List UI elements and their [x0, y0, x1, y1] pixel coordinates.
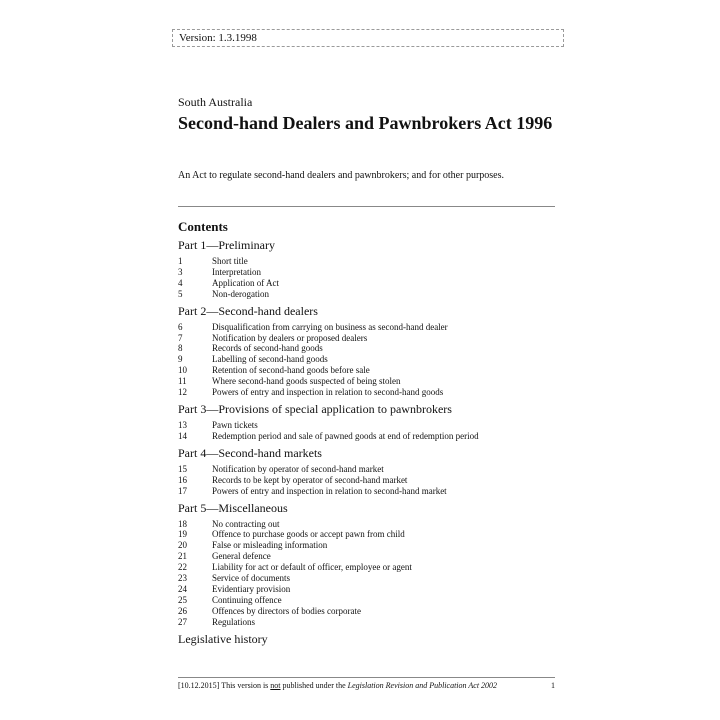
section-item[interactable]: [178, 365, 555, 376]
section-item[interactable]: [178, 464, 555, 475]
legislative-history-link[interactable]: Legislative history: [178, 631, 268, 646]
section-title: Continuing offence: [212, 594, 282, 605]
section-title: Labelling of second-hand goods: [212, 354, 328, 365]
section-number: 9: [178, 354, 183, 365]
section-title: False or misleading information: [212, 540, 328, 551]
section-item[interactable]: [178, 420, 555, 431]
long-title: An Act to regulate second-hand dealers and pawnbrokers; and for other purposes.: [178, 170, 505, 181]
section-number: 16: [178, 474, 187, 485]
section-title: Retention of second-hand goods before sale: [212, 365, 370, 376]
footer-divider: [178, 677, 555, 678]
section-title: Where second-hand goods suspected of being stolen: [212, 376, 401, 387]
section-title: Short title: [212, 256, 248, 266]
part-heading[interactable]: Part 4—Second-hand markets: [178, 445, 322, 460]
section-item[interactable]: [178, 595, 555, 606]
footer-act-name: Legislation Revision and Publication Act 2002: [347, 681, 498, 690]
section-item[interactable]: [178, 606, 555, 617]
section-title: Powers of entry and inspection in relation to second-hand market: [212, 485, 447, 496]
section-item[interactable]: [178, 475, 555, 486]
section-item[interactable]: [178, 322, 555, 333]
section-item[interactable]: [178, 540, 555, 551]
section-item[interactable]: [178, 529, 555, 540]
section-item[interactable]: [178, 278, 555, 289]
contents-heading: Contents: [178, 219, 228, 234]
section-number: 27: [178, 616, 187, 627]
section-item[interactable]: [178, 431, 555, 442]
section-number: 19: [178, 529, 187, 540]
section-list: [178, 322, 555, 398]
section-item[interactable]: [178, 387, 555, 398]
section-number: 4: [178, 277, 183, 288]
footer-date: [10.12.2015]: [178, 681, 220, 690]
section-item[interactable]: [178, 289, 555, 300]
section-number: 25: [178, 594, 187, 605]
section-number: 14: [178, 430, 187, 441]
section-title: Liability for act or default of officer, employee or agent: [212, 562, 412, 573]
section-title: No contracting out: [212, 518, 280, 529]
version-label: Version: 1.3.1998: [179, 32, 257, 44]
section-title: General defence: [212, 551, 271, 562]
part-heading[interactable]: Part 2—Second-hand dealers: [178, 303, 318, 318]
section-number: 12: [178, 387, 187, 398]
section-item[interactable]: [178, 551, 555, 562]
section-number: 3: [178, 266, 183, 277]
section-title: Regulations: [212, 616, 255, 627]
section-list: [178, 519, 555, 628]
section-title: Notification by operator of second-hand market: [212, 463, 384, 474]
section-number: 5: [178, 288, 183, 299]
footer-underlined: not: [270, 681, 281, 690]
section-list: [178, 256, 555, 300]
part-heading[interactable]: Part 3—Provisions of special application to pawnbrokers: [178, 401, 452, 416]
section-list: [178, 464, 555, 497]
section-item[interactable]: [178, 573, 555, 584]
section-item[interactable]: [178, 256, 555, 267]
section-title: Redemption period and sale of pawned goods at end of redemption period: [212, 430, 479, 441]
section-title: Disqualification from carrying on business as second-hand dealer: [212, 321, 448, 332]
section-item[interactable]: [178, 267, 555, 278]
footer-notice: [178, 681, 497, 690]
section-number: 10: [178, 365, 187, 376]
section-list: [178, 420, 555, 442]
section-item[interactable]: [178, 333, 555, 344]
table-of-contents: [178, 237, 555, 647]
section-item[interactable]: [178, 376, 555, 387]
version-box: [172, 29, 564, 47]
section-title: Evidentiary provision: [212, 583, 291, 594]
section-item[interactable]: [178, 519, 555, 530]
section-number: 22: [178, 562, 187, 573]
section-number: 6: [178, 321, 183, 332]
section-number: 23: [178, 573, 187, 584]
section-title: Interpretation: [212, 266, 261, 277]
section-number: 24: [178, 583, 187, 594]
section-title: Application of Act: [212, 277, 279, 288]
section-title: Pawn tickets: [212, 419, 258, 430]
section-number: 17: [178, 485, 187, 496]
section-item[interactable]: [178, 343, 555, 354]
part-heading[interactable]: Part 5—Miscellaneous: [178, 500, 288, 515]
section-number: 7: [178, 332, 183, 343]
section-title: Records of second-hand goods: [212, 343, 323, 354]
section-title: Service of documents: [212, 573, 290, 584]
page-footer: [178, 681, 555, 690]
act-title: Second-hand Dealers and Pawnbrokers Act 1996: [178, 113, 553, 133]
section-number: 20: [178, 540, 187, 551]
section-title: Offence to purchase goods or accept pawn from child: [212, 529, 405, 540]
part-heading[interactable]: Part 1—Preliminary: [178, 238, 275, 252]
footer-text-after: published under the: [280, 681, 348, 690]
section-number: 15: [178, 463, 187, 474]
section-number: 1: [178, 256, 183, 266]
section-number: 21: [178, 551, 187, 562]
footer-text-before: This version is: [221, 681, 271, 690]
section-item[interactable]: [178, 562, 555, 573]
section-number: 18: [178, 518, 187, 529]
section-item[interactable]: [178, 354, 555, 365]
section-number: 26: [178, 605, 187, 616]
section-title: Non-derogation: [212, 288, 269, 299]
jurisdiction: South Australia: [178, 95, 253, 109]
section-item[interactable]: [178, 584, 555, 595]
section-number: 13: [178, 419, 187, 430]
section-number: 8: [178, 343, 183, 354]
section-title: Notification by dealers or proposed dealers: [212, 332, 368, 343]
section-item[interactable]: [178, 486, 555, 497]
section-item[interactable]: [178, 617, 555, 628]
section-number: 11: [178, 376, 187, 387]
section-title: Powers of entry and inspection in relation to second-hand goods: [212, 387, 444, 398]
section-title: Offences by directors of bodies corporate: [212, 605, 362, 616]
section-title: Records to be kept by operator of second-hand market: [212, 474, 408, 485]
page-number: 1: [551, 681, 555, 690]
header-divider: [178, 206, 555, 207]
